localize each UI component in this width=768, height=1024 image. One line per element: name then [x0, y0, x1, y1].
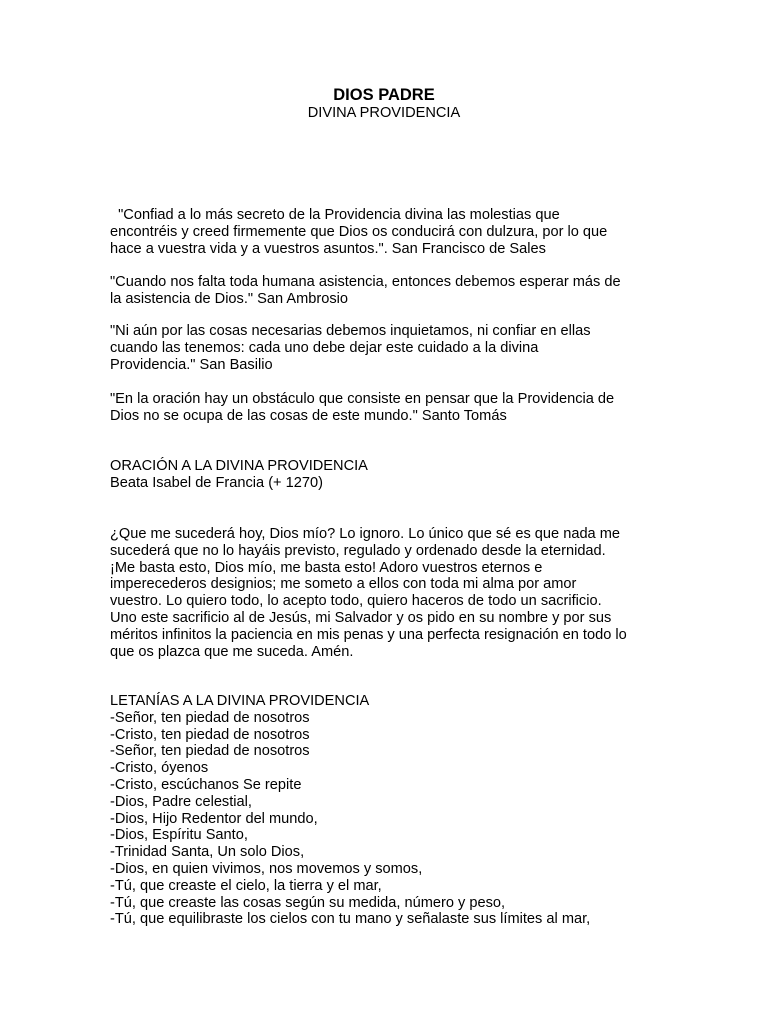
litany-line: -Tú, que equilibraste los cielos con tu mano y señalaste sus límites al mar, — [110, 911, 591, 928]
litany-line: -Dios, Padre celestial, — [110, 793, 252, 810]
litany-line: -Dios, en quien vivimos, nos movemos y somos, — [110, 860, 423, 877]
litany-line: -Cristo, ten piedad de nosotros — [110, 726, 310, 743]
litany-line: -Señor, ten piedad de nosotros — [110, 709, 310, 726]
document-subtitle: DIVINA PROVIDENCIA — [307, 105, 461, 121]
prayer-heading: ORACIÓN A LA DIVINA PROVIDENCIA — [110, 458, 368, 474]
text-line: Dios no se ocupa de las cosas de este mundo." Santo Tomás — [110, 407, 507, 424]
litany-line: -Tú, que creaste el cielo, la tierra y el mar, — [110, 877, 382, 894]
document-title: DIOS PADRE — [333, 86, 435, 104]
litany-line: -Dios, Espíritu Santo, — [110, 827, 248, 844]
text-line: Uno este sacrificio al de Jesús, mi Salvador y os pido en su nombre y por sus — [110, 609, 612, 626]
litany-line: -Dios, Hijo Redentor del mundo, — [110, 810, 318, 827]
text-line: "Ni aún por las cosas necesarias debemos inquietamos, ni confiar en ellas — [110, 323, 591, 339]
litany-line: -Cristo, escúchanos Se repite — [110, 776, 302, 793]
litany-block — [110, 693, 670, 928]
quote-paragraph — [110, 391, 670, 425]
prayer-author: Beata Isabel de Francia (+ 1270) — [110, 474, 323, 491]
litany-heading: LETANÍAS A LA DIVINA PROVIDENCIA — [110, 693, 370, 709]
text-line: sucederá que no lo hayáis previsto, regulado y ordenado desde la eternidad. — [110, 542, 606, 559]
text-line: encontréis y creed firmemente que Dios os conducirá con dulzura, por lo que — [110, 223, 608, 240]
quote-paragraph — [110, 323, 670, 373]
text-line: "En la oración hay un obstáculo que consiste en pensar que la Providencia de — [110, 391, 615, 407]
text-line: ¡Me basta esto, Dios mío, me basta esto! Adoro vuestros eternos e — [110, 559, 543, 576]
litany-line: -Señor, ten piedad de nosotros — [110, 743, 310, 760]
text-line: imperecederos designios; me someto a ellos con toda mi alma por amor — [110, 576, 577, 593]
text-line: méritos infinitos la paciencia en mis penas y una perfecta resignación en todo lo — [110, 626, 627, 643]
litany-line: -Trinidad Santa, Un solo Dios, — [110, 844, 305, 861]
prayer-heading-block — [110, 458, 670, 492]
litany-line: -Tú, que creaste las cosas según su medida, número y peso, — [110, 894, 506, 911]
quote-paragraph — [110, 274, 670, 308]
text-line: cuando las tenemos: cada uno debe dejar este cuidado a la divina — [110, 339, 539, 356]
prayer-body — [110, 526, 670, 660]
text-line: ¿Que me sucederá hoy, Dios mío? Lo ignoro. Lo único que sé es que nada me — [110, 526, 621, 542]
text-line: que os plazca que me suceda. Amén. — [110, 643, 354, 660]
text-line: "Confiad a lo más secreto de la Providencia divina las molestias que — [110, 207, 560, 223]
text-line: la asistencia de Dios." San Ambrosio — [110, 290, 348, 307]
text-line: vuestro. Lo quiero todo, lo acepto todo, quiero haceros de todo un sacrificio. — [110, 593, 602, 610]
text-line: Providencia." San Basilio — [110, 356, 273, 373]
text-line: hace a vuestra vida y a vuestros asuntos.". San Francisco de Sales — [110, 240, 546, 257]
litany-line: -Cristo, óyenos — [110, 760, 209, 777]
quote-paragraph — [110, 207, 670, 257]
text-line: "Cuando nos falta toda humana asistencia, entonces debemos esperar más de — [110, 274, 621, 290]
